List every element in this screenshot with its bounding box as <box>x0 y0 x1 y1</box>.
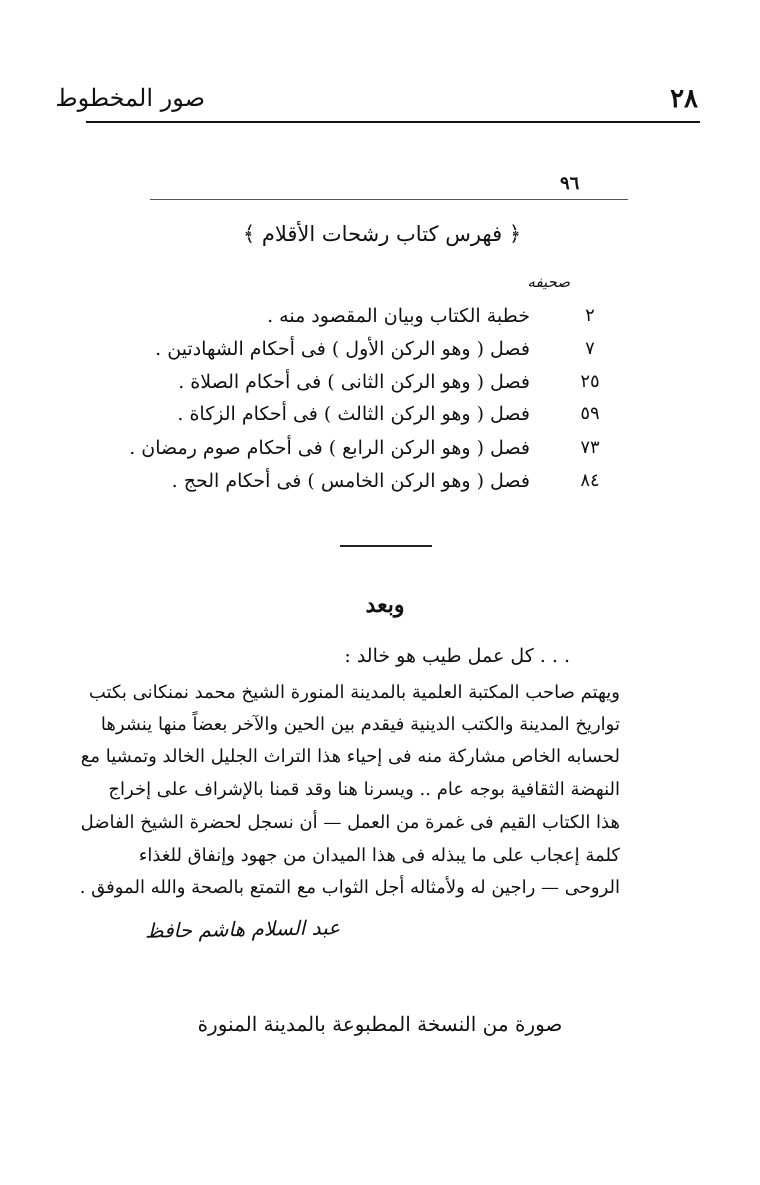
paragraph-line: لحسابه الخاص مشاركة منه فى إحياء هذا التراث الجليل الخالد وتمشيا مع <box>80 746 620 767</box>
paragraph-line: ويهتم صاحب المكتبة العلمية بالمدينة المنورة الشيخ محمد نمنكانى بكتب <box>88 682 620 703</box>
toc-page-number: ٥٩ <box>580 403 600 424</box>
paragraph-line: الروحى — راجين له ولأمثاله أجل الثواب مع التمتع بالصحة والله الموفق . <box>79 877 620 898</box>
toc-page-number: ٢٥ <box>580 371 600 392</box>
toc-row <box>150 371 610 403</box>
paragraph-line: النهضة الثقافية بوجه عام .. ويسرنا هنا وقد قمنا بالإشراف على إخراج <box>108 779 620 800</box>
section-divider <box>340 545 432 547</box>
toc-entry-title: فصل ( وهو الركن الخامس ) فى أحكام الحج . <box>171 470 530 492</box>
toc-row <box>129 437 610 469</box>
inner-page-rule <box>150 199 628 200</box>
toc-entry-title: فصل ( وهو الركن الثالث ) فى أحكام الزكاة . <box>177 403 530 425</box>
section-heading: وبعد <box>365 592 405 618</box>
toc-row <box>150 338 610 370</box>
inner-page-number: ٩٦ <box>560 173 580 194</box>
toc-entry-title: فصل ( وهو الركن الأول ) فى أحكام الشهادتين . <box>155 338 530 360</box>
header-rule <box>86 121 700 123</box>
page-number: ٢٨ <box>670 84 698 114</box>
toc-entry-title: فصل ( وهو الركن الرابع ) فى أحكام صوم رمضان . <box>129 437 530 459</box>
toc-row <box>150 305 610 337</box>
toc-row <box>150 403 610 435</box>
toc-page-number: ٨٤ <box>580 470 600 491</box>
signature: عبد السلام هاشم حافظ <box>144 915 341 943</box>
paragraph-line: تواريخ المدينة والكتب الدينية فيقدم بين الحين والآخر بعضاً منها ينشرها <box>100 714 620 735</box>
page-column-label: صحيفه <box>527 273 570 291</box>
toc-page-number: ٧٣ <box>580 437 600 458</box>
figure-caption: صورة من النسخة المطبوعة بالمدينة المنورة <box>197 1012 563 1036</box>
paragraph-line: هذا الكتاب القيم فى غمرة من العمل — أن نسجل لحضرة الشيخ الفاضل <box>80 812 620 833</box>
toc-page-number: ٢ <box>585 305 595 326</box>
toc-row <box>150 470 610 502</box>
index-heading: ﴿ فهرس كتاب رشحات الأقلام ﴾ <box>242 222 522 246</box>
toc-entry-title: خطبة الكتاب وبيان المقصود منه . <box>267 305 530 327</box>
epigraph: . . . كل عمل طيب هو خالد : <box>344 645 570 667</box>
toc-page-number: ٧ <box>585 338 595 359</box>
running-title: صور المخطوط <box>55 84 205 112</box>
paragraph-line: كلمة إعجاب على ما يبذله فى هذا الميدان من جهود وإنفاق للغذاء <box>138 845 620 866</box>
toc-entry-title: فصل ( وهو الركن الثانى ) فى أحكام الصلاة . <box>178 371 530 393</box>
